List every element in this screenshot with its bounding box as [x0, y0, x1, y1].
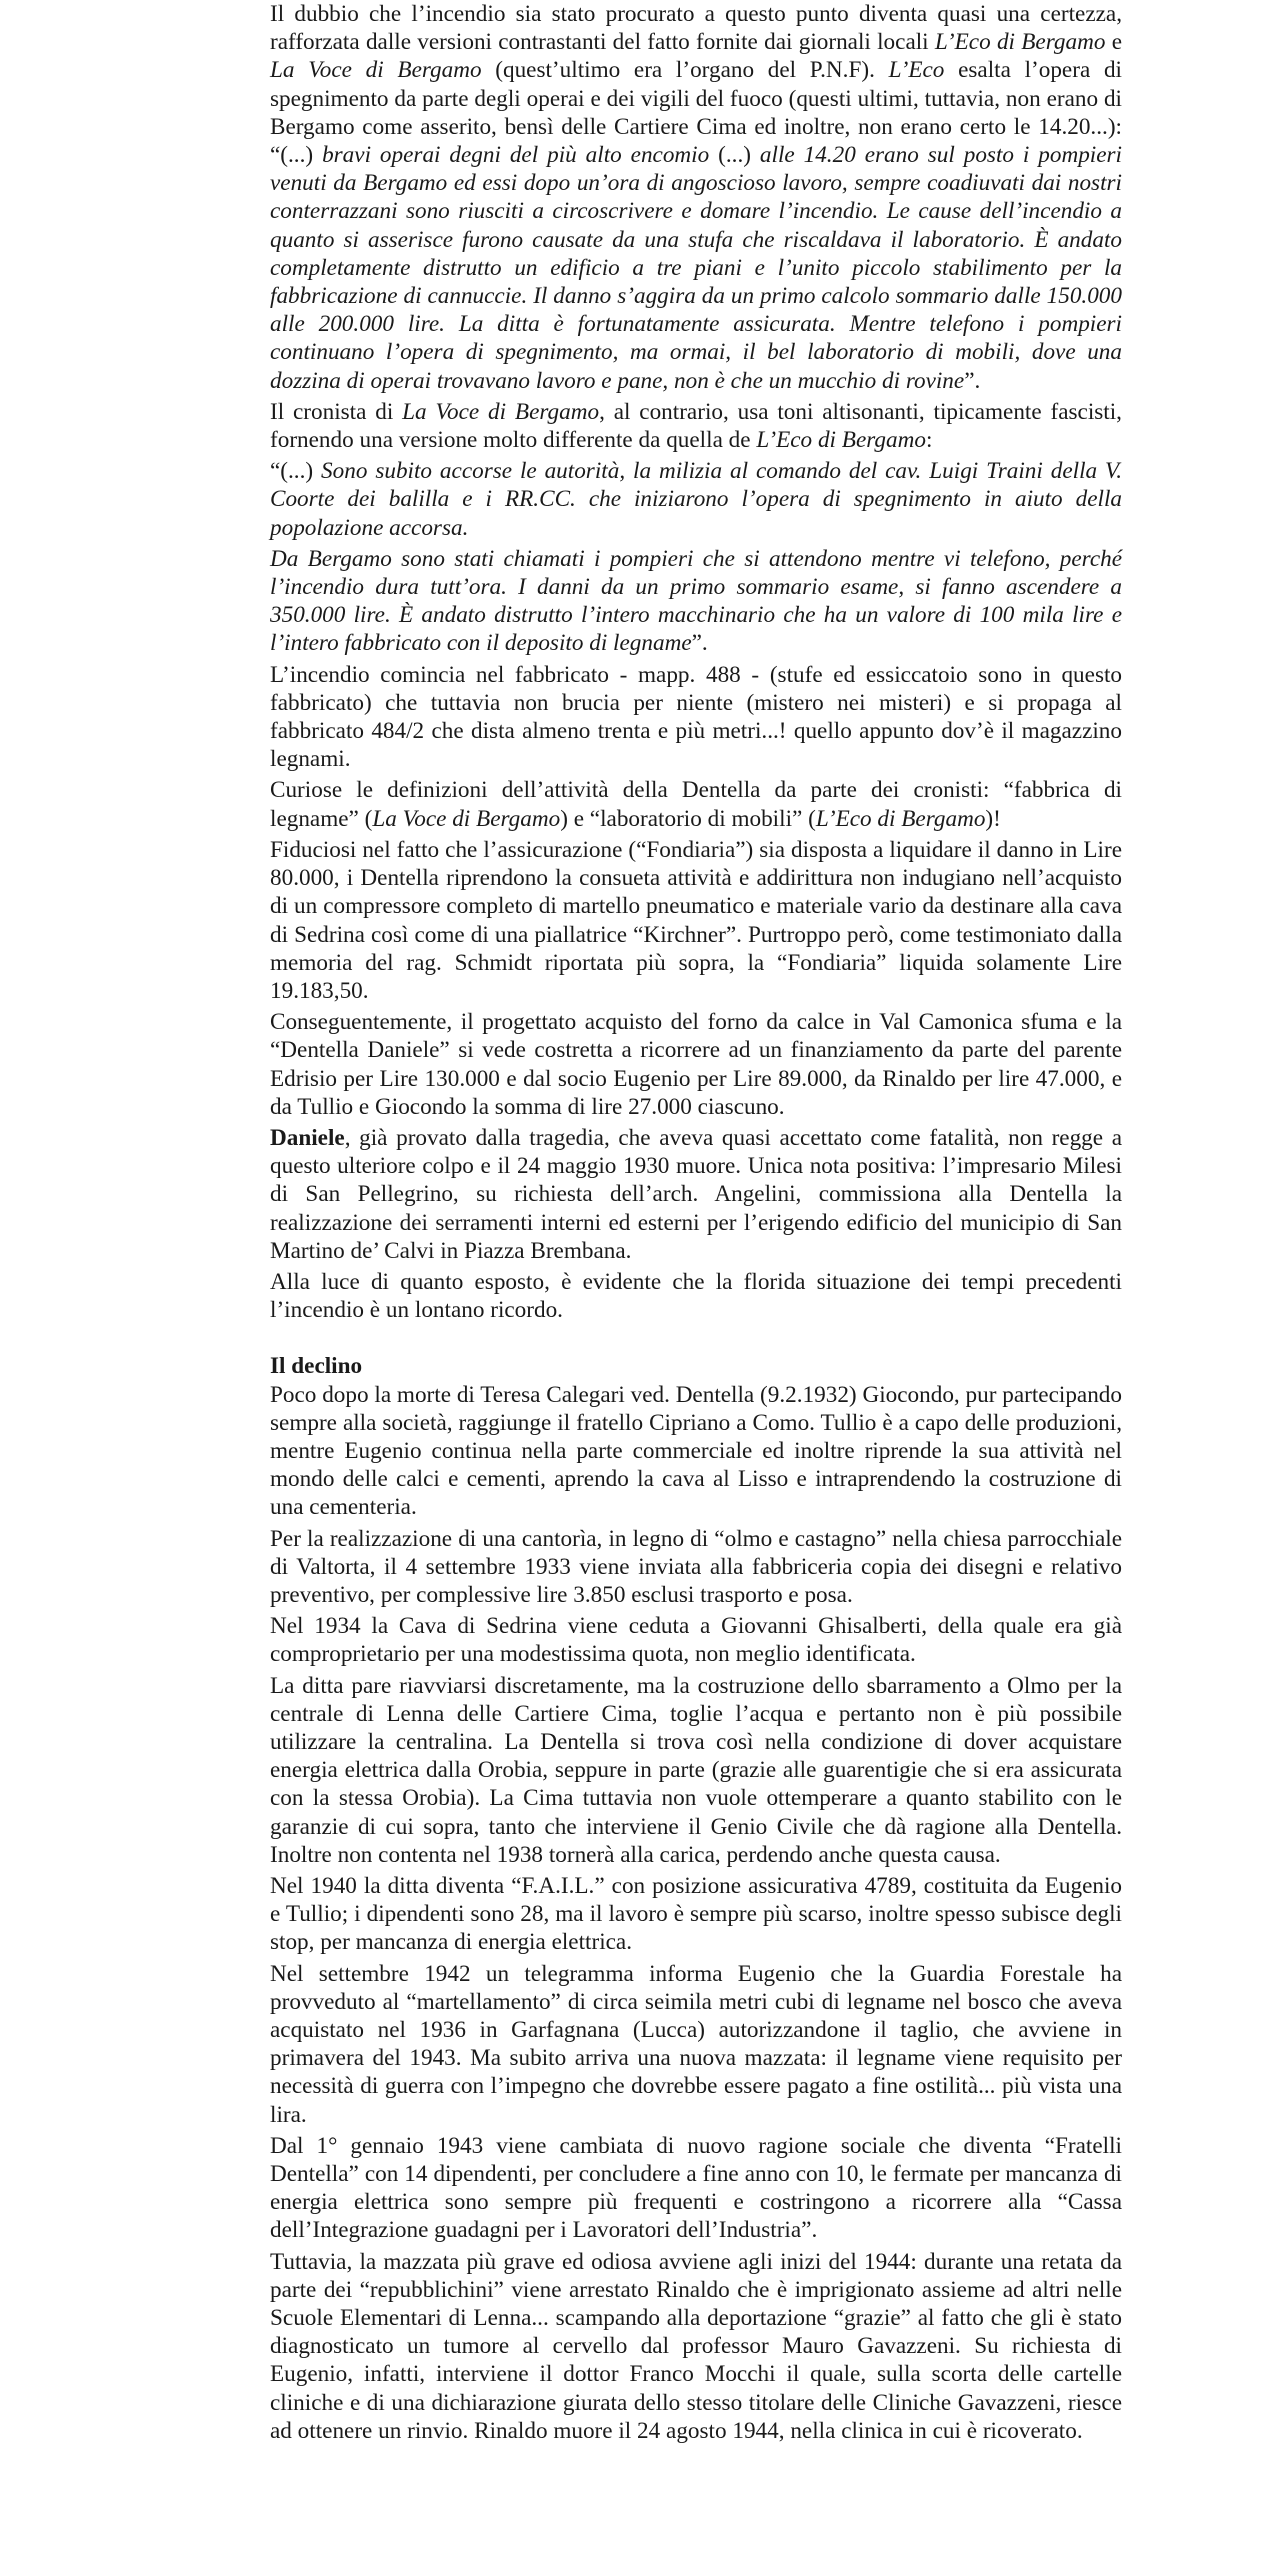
text-run: )!: [985, 805, 1001, 832]
text-run: Dal 1° gennaio 1943 viene cambiata di nuovo ragione sociale che diventa “Fratelli Dentella” con 14 dipendenti, per concludere a fine anno con 10, le fermate per mancanza di energia elettrica sono sempre più frequenti e costringono a ricorrere alla “Cassa dell’Integrazione guadagni per i Lavoratori dell’Industria”.: [270, 2132, 1122, 2244]
text-run: Conseguentemente, il progettato acquisto del forno da calce in Val Camonica sfuma e la “Dentella Daniele” si vede costretta a ricorrere ad un finanziamento da parte del parente Edrisio per Lire 130.000 e dal socio Eugenio per Lire 89.000, da Rinaldo per lire 47.000, e da Tullio e Giocondo la somma di lire 27.000 ciascuno.: [270, 1009, 1122, 1120]
document-page: [270, 0, 1122, 2445]
text-run: (quest’ultimo era l’organo del P.N.F).: [481, 57, 889, 84]
italic-run: L’Eco di Bergamo: [934, 29, 1106, 56]
italic-run: La Voce di Bergamo: [270, 57, 482, 84]
text-run: ”.: [964, 367, 981, 394]
paragraph: [270, 1008, 1122, 1121]
text-run: Alla luce di quanto esposto, è evidente che la florida situazione dei tempi precedenti l’incendio è un lontano ricordo.: [270, 1268, 1122, 1324]
paragraph: [270, 457, 1122, 542]
paragraph: [270, 1612, 1122, 1668]
paragraph: [270, 836, 1122, 1005]
text-run: , al contrario, usa toni altisonanti, tipicamente fascisti, fornendo una versione molto differente da quella de: [270, 398, 1122, 454]
text-run: Tuttavia, la mazzata più grave ed odiosa avviene agli inizi del 1944: durante una retata da parte dei “repubblichini” viene arrestato Rinaldo che è imprigionato assieme ad altri nelle Scuole Elementari di Lenna... scampando alla deportazione “grazie” al fatto che gli è stato diagnosticato un tumore al cervello dal professor Mauro Gavazzeni. Su richiesta di Eugenio, infatti, interviene il dottor Franco Mocchi il quale, sulla scorta delle cartelle cliniche e di una dichiarazione giurata dello stesso titolare delle Cliniche Gavazzeni, riesce ad ottenere un rinvio. Rinaldo muore il 24 agosto 1944, nella clinica in cui è ricoverato.: [270, 2248, 1122, 2444]
paragraph: [270, 2132, 1122, 2245]
text-run: Per la realizzazione di una cantorìa, in legno di “olmo e castagno” nella chiesa parrocchiale di Valtorta, il 4 settembre 1933 viene inviata alla fabbriceria copia dei disegni e relativo preventivo, per complessive lire 3.850 esclusi trasporto e posa.: [270, 1525, 1122, 1608]
italic-run: L’Eco di Bergamo: [815, 805, 986, 832]
text-run: Fiduciosi nel fatto che l’assicurazione (“Fondiaria”) sia disposta a liquidare il danno in Lire 80.000, i Dentella riprendono la consueta attività e addirittura non indugiano nell’acquisto di un compressore completo di martello pneumatico e materiale vario da destinare alla cava di Sedrina così come di una piallatrice “Kirchner”. Purtroppo però, come testimoniato dalla memoria del rag. Schmidt riportata più sopra, la “Fondiaria” liquida solamente Lire 19.183,50.: [270, 836, 1122, 1004]
paragraph: [270, 1672, 1122, 1869]
text-run: (...): [709, 142, 760, 169]
italic-run: bravi operai degni del più alto encomio: [322, 142, 710, 169]
paragraph: [270, 1268, 1122, 1324]
text-run: , già provato dalla tragedia, che aveva quasi accettato come fatalità, non regge a questo ulteriore colpo e il 24 maggio 1930 muore. Unica nota positiva: l’impresario Milesi di San Pellegrino, su richiesta dell’arch. Angelini, commissiona alla Dentella la realizzazione dei serramenti interni ed esterni per l’erigendo edificio del municipio di San Martino de’ Calvi in Piazza Brembana.: [270, 1124, 1122, 1264]
italic-run: Sono subito accorse le autorità, la milizia al comando del cav. Luigi Traini della V. Coorte dei balilla e i RR.CC. che iniziarono l’opera di spegnimento in aiuto della popolazione accorsa.: [270, 458, 1122, 541]
text-run: Nel 1940 la ditta diventa “F.A.I.L.” con posizione assicurativa 4789, costituita da Eugenio e Tullio; i dipendenti sono 28, ma il lavoro è sempre più scarso, inoltre spesso subisce degli stop, per mancanza di energia elettrica.: [270, 1873, 1122, 1956]
paragraph: [270, 545, 1122, 658]
italic-run: La Voce di Bergamo: [372, 805, 561, 832]
paragraph: [270, 1960, 1122, 2129]
text-run: “(...): [270, 458, 322, 485]
text-run: :: [925, 427, 933, 454]
paragraph: [270, 1525, 1122, 1610]
bold-run: Daniele: [270, 1124, 345, 1151]
text-run: esalta l’opera di spegnimento da parte degli operai e dei vigili del fuoco (questi ultimi, tuttavia, non erano di Bergamo come asserito, bensì delle Cartiere Cima ed inoltre, non erano certo le 14.20...): “(...): [270, 57, 1122, 169]
italic-run: alle 14.20 erano sul posto i pompieri venuti da Bergamo ed essi dopo un’ora di angoscioso lavoro, sempre coadiuvati dai nostri conterrazzani sono riusciti a circoscrivere e domare l’incendio. Le cause dell’incendio a quanto si asserisce furono causate da una stufa che riscaldava il laboratorio. È andato completamente distrutto un edificio a tre piani e l’unito piccolo stabilimento per la fabbricazione di cannuccie. Il danno s’aggira da un primo calcolo sommario dalle 150.000 alle 200.000 lire. La ditta è fortunatamente assicurata. Mentre telefono i pompieri continuano l’opera di spegnimento, ma ormai, il bel laboratorio di mobili, dove una dozzina di operai trovavano lavoro e pane, non è che un mucchio di rovine: [270, 142, 1122, 394]
text-run: L’incendio comincia nel fabbricato - mapp. 488 - (stufe ed essiccatoio sono in questo fabbricato) che tuttavia non brucia per niente (mistero nei misteri) e si propaga al fabbricato 484/2 che dista almeno trenta e più metri...! quello appunto dov’è il magazzino legnami.: [270, 661, 1122, 773]
text-run: Curiose le definizioni dell’attività della Dentella da parte dei cronisti: “fabbrica di legname” (: [270, 777, 1122, 832]
text-run: Il cronista di: [270, 398, 403, 425]
text-run: Nel 1934 la Cava di Sedrina viene ceduta a Giovanni Ghisalberti, della quale era già comproprietario per una modestissima quota, non meglio identificata.: [270, 1613, 1122, 1668]
text-run: Il dubbio che l’incendio sia stato procurato a questo punto diventa quasi una certezza, rafforzata dalle versioni contrastanti del fatto fornite dai giornali locali: [270, 1, 1122, 56]
text-run: Nel settembre 1942 un telegramma informa Eugenio che la Guardia Forestale ha provveduto al “martellamento” di circa seimila metri cubi di legname nel bosco che aveva acquistato nel 1936 in Garfagnana (Lucca) autorizzandone il taglio, che avviene in primavera del 1943. Ma subito arriva una nuova mazzata: il legname viene requisito per necessità di guerra con l’impegno che dovrebbe essere pagato a fine ostilità... più vista una lira.: [270, 1960, 1122, 2128]
text-run: ) e “laboratorio di mobili” (: [560, 805, 816, 832]
paragraph: [270, 776, 1122, 832]
paragraph: [270, 0, 1122, 395]
section-heading: Il declino: [270, 1353, 363, 1380]
article-body-part-1: [270, 0, 1122, 1324]
italic-run: Da Bergamo sono stati chiamati i pompieri che si attendono mentre vi telefono, perché l’incendio dura tutt’ora. I danni da un primo sommario esame, si fanno ascendere a 350.000 lire. È andato distrutto l’intero macchinario che ha un valore di 100 mila lire e l’intero fabbricato con il deposito di legname: [270, 545, 1122, 657]
paragraph: [270, 661, 1122, 774]
italic-run: La Voce di Bergamo: [402, 398, 600, 425]
paragraph: [270, 1381, 1122, 1522]
paragraph: [270, 1872, 1122, 1957]
text-run: Poco dopo la morte di Teresa Calegari ved. Dentella (9.2.1932) Giocondo, pur partecipando sempre alla società, raggiunge il fratello Cipriano a Como. Tullio è a capo delle produzioni, mentre Eugenio continua nella parte commerciale ed inoltre riprende la sua attività nel mondo delle calci e cementi, aprendo la cava al Lisso e intraprendendo la costruzione di una cementeria.: [270, 1381, 1122, 1521]
text-run: ”.: [691, 630, 708, 657]
paragraph: [270, 1124, 1122, 1265]
italic-run: L’Eco: [888, 57, 945, 84]
text-run: e: [1105, 29, 1122, 56]
article-body-part-2: [270, 1381, 1122, 2446]
paragraph: [270, 2248, 1122, 2445]
italic-run: L’Eco di Bergamo: [756, 427, 926, 454]
paragraph: [270, 398, 1122, 454]
text-run: La ditta pare riavviarsi discretamente, ma la costruzione dello sbarramento a Olmo per la centrale di Lenna delle Cartiere Cima, toglie l’acqua e pertanto non è più possibile utilizzare la centralina. La Dentella si trova così nella condizione di dover acquistare energia elettrica dalla Orobia, seppure in parte (grazie alle guarentigie che si era assicurata con la stessa Orobia). La Cima tuttavia non vuole ottemperare a quanto stabilito con le garanzie di cui sopra, tanto che interviene il Genio Civile che dà ragione alla Dentella. Inoltre non contenta nel 1938 tornerà alla carica, perdendo anche questa causa.: [270, 1672, 1122, 1868]
